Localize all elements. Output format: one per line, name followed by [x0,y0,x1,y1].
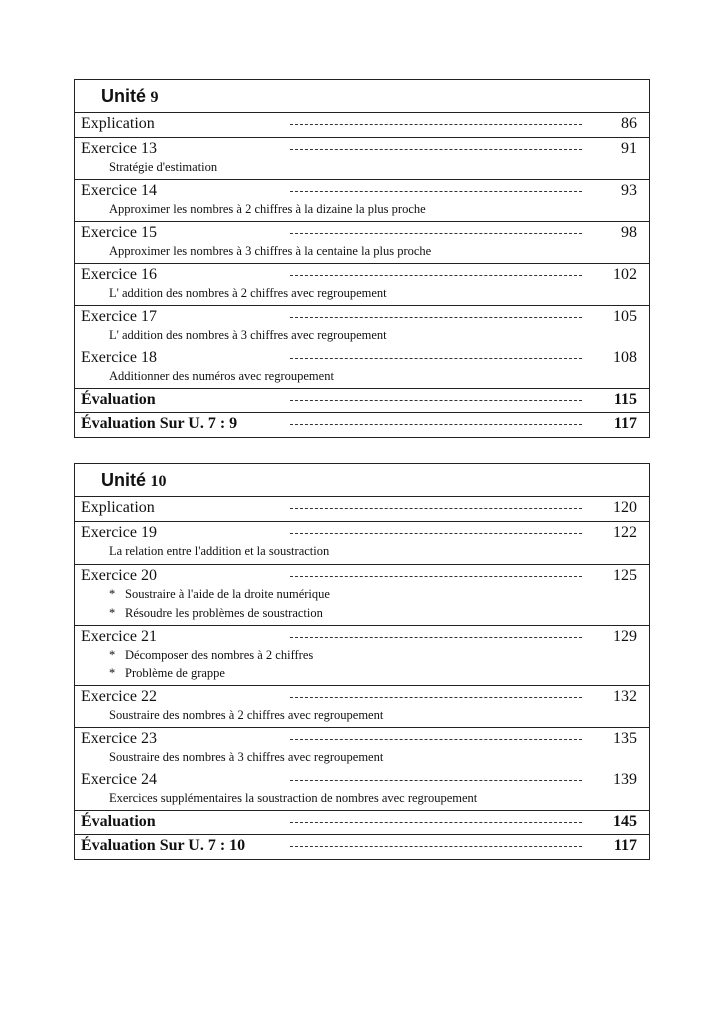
toc-row-exercice-21[interactable] [75,626,649,686]
dot-leader [290,400,582,401]
toc-row-exercice-15[interactable] [75,222,649,264]
page-number: 129 [613,628,637,645]
dot-leader [290,739,582,740]
toc-row-exercice-19[interactable] [75,522,649,565]
row-title: Évaluation [81,813,156,830]
page-number: 102 [613,266,637,283]
dot-leader [290,124,582,125]
toc-row-exercice-14[interactable] [75,180,649,222]
dot-leader [290,780,582,781]
page-number: 120 [613,499,637,516]
unit-header [75,464,649,497]
row-title: Évaluation Sur U. 7 : 10 [81,837,246,854]
dot-leader [290,358,582,359]
toc-row-exercice-18[interactable] [75,347,649,389]
toc-row-exercice-23[interactable] [75,728,649,769]
row-description: Approximer les nombres à 3 chiffres à la centaine la plus proche [109,244,432,258]
unit-9-table [74,79,650,438]
toc-row-exercice-22[interactable] [75,686,649,728]
dot-leader [290,508,582,509]
dot-leader [290,317,582,318]
toc-row-explication[interactable] [75,113,649,138]
row-title: Explication [81,115,155,132]
dot-leader [290,424,582,425]
page-number: 91 [621,140,637,157]
row-description: Approximer les nombres à 2 chiffres à la dizaine la plus proche [109,202,426,216]
row-description: La relation entre l'addition et la soustraction [109,544,330,558]
page-number: 117 [613,415,637,432]
row-title: Exercice 20 [81,567,157,584]
row-description: Stratégie d'estimation [109,160,218,174]
row-description: Soustraire des nombres à 2 chiffres avec regroupement [109,708,384,722]
row-title: Explication [81,499,155,516]
page-number: 117 [613,837,637,854]
page-number: 135 [613,730,637,747]
page-number: 122 [613,524,637,541]
row-title: Exercice 17 [81,308,157,325]
unit-title: Unité 9 [101,86,159,106]
toc-row-exercice-16[interactable] [75,264,649,306]
row-title: Exercice 21 [81,628,157,645]
row-description: Additionner des numéros avec regroupement [109,369,334,383]
dot-leader [290,846,582,847]
toc-row-evaluation-sur[interactable] [75,835,649,859]
row-title: Exercice 16 [81,266,157,283]
page-number: 115 [613,391,637,408]
toc-row-evaluation[interactable] [75,389,649,413]
dot-leader [290,576,582,577]
dot-leader [290,533,582,534]
row-description: L' addition des nombres à 2 chiffres avec regroupement [109,286,387,300]
toc-row-exercice-13[interactable] [75,138,649,180]
dot-leader [290,149,582,150]
unit-10-table [74,463,650,860]
toc-row-exercice-17[interactable] [75,306,649,347]
page-number: 139 [613,771,637,788]
row-description: L' addition des nombres à 3 chiffres avec regroupement [109,328,387,342]
bullet-item: * Résoudre les problèmes de soustraction [109,606,323,620]
row-description: Soustraire des nombres à 3 chiffres avec regroupement [109,750,384,764]
row-title: Exercice 13 [81,140,157,157]
row-title: Exercice 23 [81,730,157,747]
toc-row-exercice-24[interactable] [75,769,649,811]
dot-leader [290,822,582,823]
page-number: 108 [613,349,637,366]
unit-header [75,80,649,113]
row-title: Exercice 19 [81,524,157,541]
dot-leader [290,233,582,234]
page-number: 86 [621,115,637,132]
page-number: 145 [613,813,637,830]
toc-row-explication[interactable] [75,497,649,522]
row-title: Exercice 22 [81,688,157,705]
toc-row-evaluation[interactable] [75,811,649,835]
page-number: 125 [613,567,637,584]
row-title: Évaluation Sur U. 7 : 9 [81,415,238,432]
page-number: 98 [621,224,637,241]
row-title: Évaluation [81,391,156,408]
unit-title: Unité 10 [101,470,167,490]
row-title: Exercice 15 [81,224,157,241]
row-title: Exercice 24 [81,771,157,788]
page-number: 105 [613,308,637,325]
bullet-item: * Soustraire à l'aide de la droite numérique [109,587,330,601]
bullet-item: * Décomposer des nombres à 2 chiffres [109,648,314,662]
row-description: Exercices supplémentaires la soustraction de nombres avec regroupement [109,791,478,805]
page-number: 132 [613,688,637,705]
dot-leader [290,275,582,276]
toc-row-evaluation-sur[interactable] [75,413,649,437]
bullet-item: * Problème de grappe [109,666,225,680]
toc-row-exercice-20[interactable] [75,565,649,626]
row-title: Exercice 14 [81,182,157,199]
page-number: 93 [621,182,637,199]
dot-leader [290,697,582,698]
dot-leader [290,191,582,192]
dot-leader [290,637,582,638]
row-title: Exercice 18 [81,349,157,366]
